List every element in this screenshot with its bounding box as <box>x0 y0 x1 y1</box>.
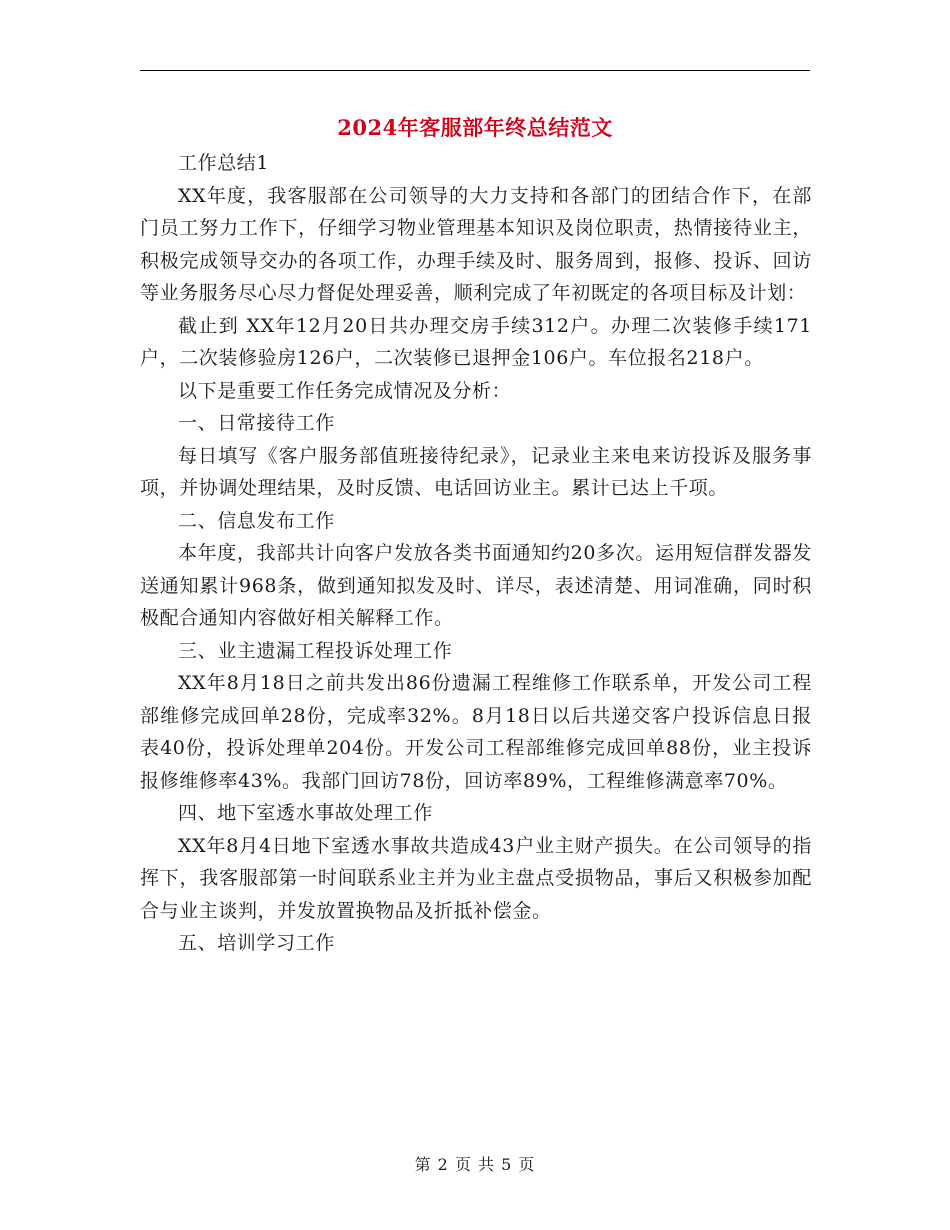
document-body <box>140 147 812 960</box>
paragraph-section-heading: 一、日常接待工作 <box>178 412 335 434</box>
paragraph-section-heading: 四、地下室透水事故处理工作 <box>178 802 433 824</box>
paragraph: 每日填写《客户服务部值班接待纪录》，记录业主来电来访投诉及服务事项，并协调处理结果，及时反馈、电话回访业主。累计已达上千项。 <box>140 444 812 499</box>
paragraph-section-heading: 二、信息发布工作 <box>178 509 335 532</box>
document-title: 2024年客服部年终总结范文 <box>337 115 613 140</box>
paragraph: XX年8月4日地下室透水事故共造成43户业主财产损失。在公司领导的指挥下，我客服部第一时间联系业主并为业主盘点受损物品，事后又积极参加配合与业主谈判，并发放置换物品及折抵补偿金。 <box>140 834 812 922</box>
paragraph: XX年8月18日之前共发出86份遗漏工程维修工作联系单，开发公司工程部维修完成回单28份，完成率32%。8月18日以后共递交客户投诉信息日报表40份，投诉处理单204份。开发公司工程部维修完成回单88份，业主投诉报修维修率43%。我部门回访78份，回访率89%，工程维修满意率70%。 <box>140 672 812 792</box>
paragraph-section-heading: 工作总结1 <box>178 152 270 174</box>
header-rule <box>140 70 810 71</box>
paragraph: 以下是重要工作任务完成情况及分析： <box>178 379 512 402</box>
paragraph-section-heading: 三、业主遗漏工程投诉处理工作 <box>178 639 453 662</box>
paragraph: 本年度，我部共计向客户发放各类书面通知约20多次。运用短信群发器发送通知累计968条，做到通知拟发及时、详尽，表述清楚、用词准确，同时积极配合通知内容做好相关解释工作。 <box>140 542 812 629</box>
paragraph: XX年度，我客服部在公司领导的大力支持和各部门的团结合作下，在部门员工努力工作下，仔细学习物业管理基本知识及岗位职责，热情接待业主，积极完成领导交办的各项工作，办理手续及时、服务周到，报修、投诉、回访等业务服务尽心尽力督促处理妥善，顺利完成了年初既定的各项目标及计划： <box>140 184 812 304</box>
page-number: 第 2 页 共 5 页 <box>414 1155 536 1174</box>
paragraph: 截止到 XX年12月20日共办理交房手续312户。办理二次装修手续171户，二次装修验房126户，二次装修已退押金106户。车位报名218户。 <box>140 314 812 369</box>
paragraph-section-heading: 五、培训学习工作 <box>178 932 335 954</box>
